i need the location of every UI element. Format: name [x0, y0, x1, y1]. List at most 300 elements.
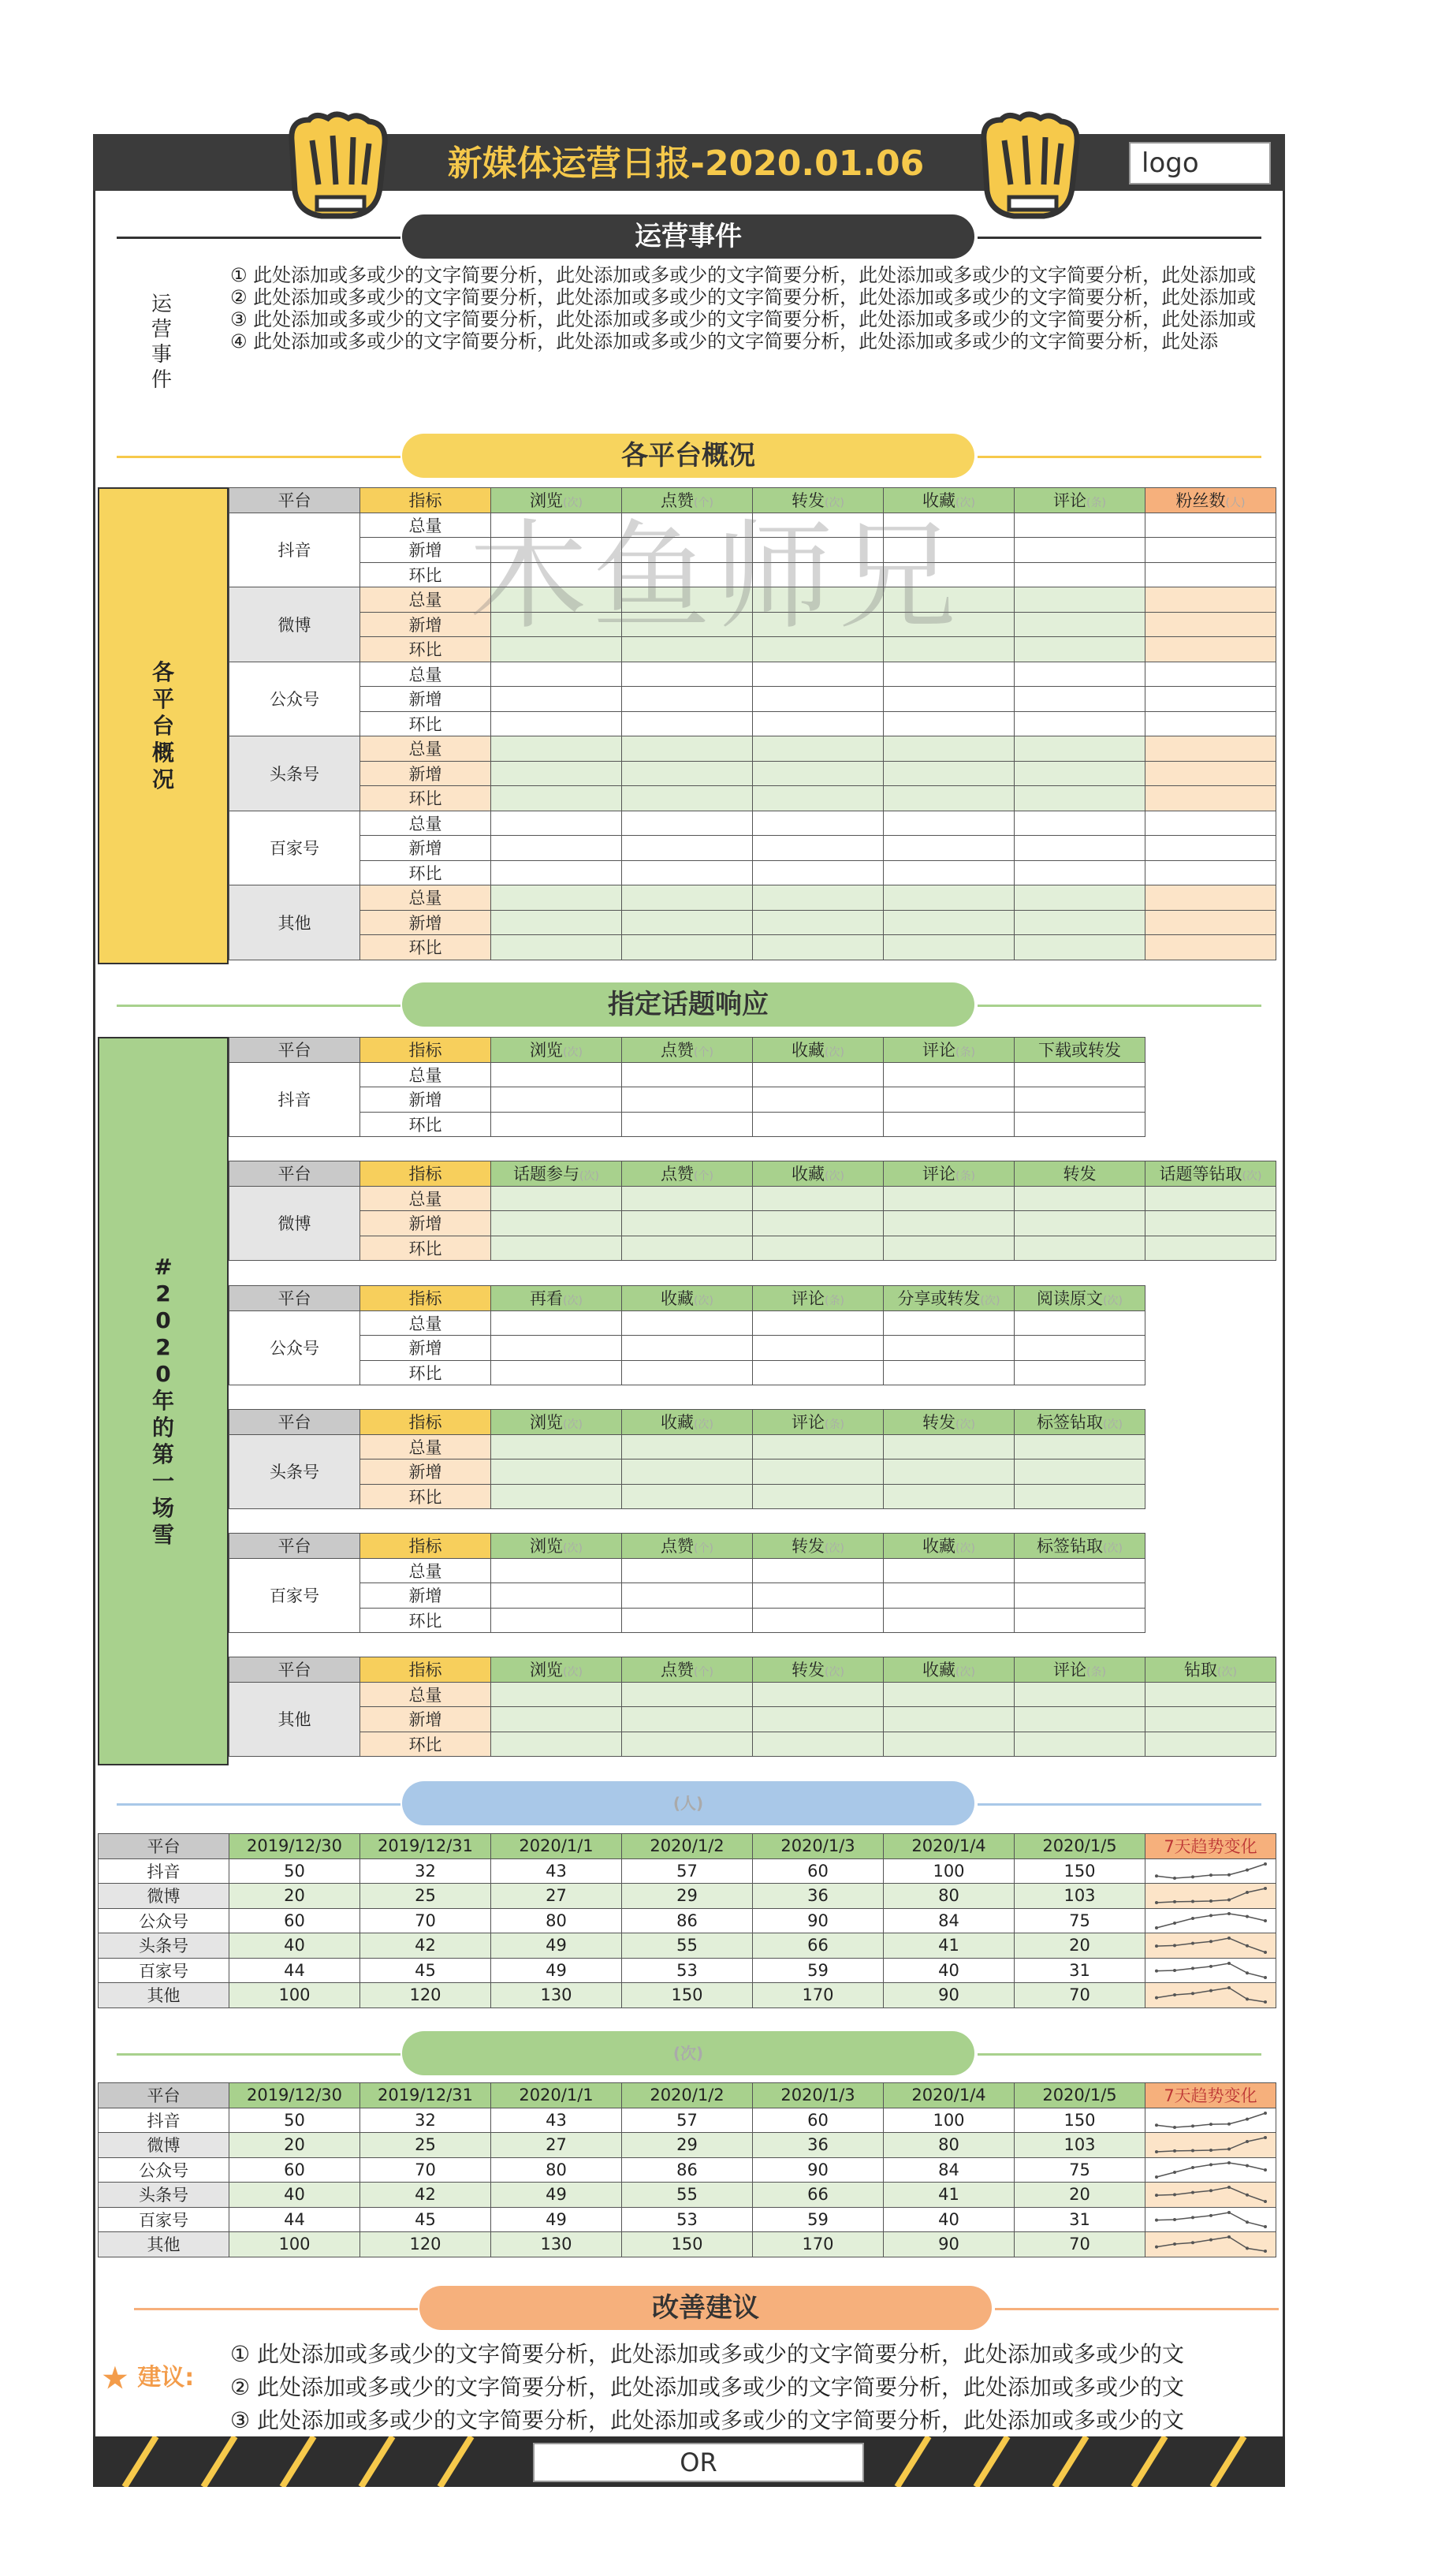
- header-cell: 平台: [229, 1657, 360, 1683]
- sparkline-point: [1246, 2220, 1249, 2224]
- sparkline-point: [1173, 2194, 1176, 2197]
- value-cell: [1015, 538, 1145, 563]
- value-cell: [753, 860, 884, 885]
- platform-cell: 抖音: [229, 1062, 360, 1137]
- value-cell: [1015, 711, 1145, 736]
- divider-line: [978, 237, 1261, 239]
- sparkline-point: [1227, 1899, 1231, 1902]
- events-line: ② 此处添加或多或少的文字简要分析，此处添加或多或少的文字简要分析，此处添加或多或少的文字简要分析，此处添加或: [230, 286, 1257, 308]
- platform-cell: 其他: [99, 1983, 229, 2008]
- header-label: 收藏: [792, 1165, 825, 1184]
- divider-line: [134, 2308, 418, 2310]
- sparkline-point: [1227, 2211, 1231, 2214]
- value-cell: [491, 761, 622, 786]
- value-cell: [1145, 711, 1276, 736]
- value-cell: [622, 662, 753, 687]
- section-heading-trend-1: (人): [402, 1781, 974, 1825]
- trend-header-cell: 7天趋势变化: [1145, 2083, 1276, 2108]
- unit-label: (次): [579, 1170, 599, 1184]
- value-cell: [491, 1062, 622, 1087]
- value-cell: [753, 1186, 884, 1211]
- value-cell: 45: [360, 1958, 491, 1983]
- value-cell: 27: [491, 2133, 622, 2158]
- header-cell: 指标: [360, 488, 491, 513]
- header-label: 再看: [530, 1289, 564, 1309]
- value-cell: [753, 1112, 884, 1137]
- header-cell: [622, 1161, 753, 1187]
- value-cell: [753, 711, 884, 736]
- value-cell: [1015, 1583, 1145, 1609]
- value-cell: 40: [884, 2207, 1015, 2232]
- unit-label: (次): [1103, 1295, 1123, 1308]
- value-cell: [753, 1608, 884, 1633]
- sparkline-cell: [1145, 1908, 1276, 1933]
- unit-label: (次): [825, 1170, 844, 1184]
- value-cell: 103: [1015, 1884, 1145, 1909]
- sparkline-point: [1191, 2216, 1194, 2219]
- header-label: 收藏: [922, 1537, 956, 1556]
- sparkline: [1152, 2209, 1270, 2230]
- value-cell: [491, 1732, 622, 1757]
- value-cell: [622, 736, 753, 762]
- value-cell: [1145, 1707, 1276, 1732]
- sparkline-point: [1246, 1914, 1249, 1918]
- value-cell: 41: [884, 1933, 1015, 1959]
- value-cell: [491, 1459, 622, 1485]
- sparkline-point: [1209, 2239, 1212, 2242]
- table-header-row: [229, 1534, 1145, 1559]
- metric-cell: 环比: [360, 786, 491, 811]
- table-row: [99, 2207, 1276, 2232]
- unit-label: (次): [563, 497, 583, 510]
- sparkline-point: [1264, 2250, 1267, 2253]
- value-cell: 41: [884, 2183, 1015, 2208]
- header-cell: [753, 1534, 884, 1559]
- unit-label: (次): [955, 1666, 975, 1679]
- value-cell: [1145, 836, 1276, 861]
- value-cell: 103: [1015, 2133, 1145, 2158]
- value-cell: 80: [491, 2157, 622, 2183]
- value-cell: [1145, 761, 1276, 786]
- sparkline-point: [1173, 2126, 1176, 2129]
- header-cell: [753, 1038, 884, 1063]
- value-cell: [622, 1236, 753, 1261]
- table-row: [229, 1583, 1145, 1609]
- value-cell: [1145, 687, 1276, 712]
- platform-cell: 百家号: [99, 1958, 229, 1983]
- value-cell: [753, 836, 884, 861]
- sparkline-cell: [1145, 1858, 1276, 1884]
- divider-line: [978, 1005, 1261, 1007]
- table-header-row: [229, 1161, 1276, 1187]
- metric-cell: 总量: [360, 1682, 491, 1707]
- topic-table: [229, 1657, 1276, 1757]
- sparkline: [1152, 2160, 1270, 2180]
- value-cell: 25: [360, 2133, 491, 2158]
- value-cell: 49: [491, 1933, 622, 1959]
- value-cell: 59: [753, 1958, 884, 1983]
- header-cell: [753, 1161, 884, 1187]
- header-label: 浏览: [530, 1041, 564, 1061]
- value-cell: [884, 860, 1015, 885]
- platform-cell: 百家号: [99, 2207, 229, 2232]
- platform-cell: 头条号: [229, 1434, 360, 1509]
- unit-label: (次): [563, 1542, 583, 1556]
- value-cell: 31: [1015, 2207, 1145, 2232]
- platform-cell: 公众号: [229, 662, 360, 736]
- value-cell: 44: [229, 2207, 360, 2232]
- unit-label: (个): [694, 1666, 713, 1679]
- header-label: 点赞: [661, 1661, 695, 1680]
- divider-line: [117, 2053, 400, 2056]
- table-header-row: [99, 1834, 1276, 1859]
- metric-cell: 总量: [360, 1558, 491, 1583]
- header-label: 话题等钻取: [1159, 1165, 1242, 1184]
- platform-cell: 微博: [229, 587, 360, 662]
- sparkline-point: [1173, 1877, 1176, 1880]
- value-cell: [491, 1112, 622, 1137]
- value-cell: 80: [491, 1908, 622, 1933]
- value-cell: [1015, 860, 1145, 885]
- value-cell: [491, 910, 622, 935]
- sparkline-point: [1246, 1891, 1249, 1894]
- value-cell: [753, 885, 884, 911]
- value-cell: [622, 1583, 753, 1609]
- value-cell: [884, 1310, 1015, 1336]
- header-label: 钻取: [1184, 1661, 1218, 1680]
- header-label: 收藏: [661, 1413, 695, 1433]
- sparkline-cell: [1145, 1884, 1276, 1909]
- value-cell: 55: [622, 2183, 753, 2208]
- divider-line: [978, 1803, 1261, 1806]
- metric-cell: 新增: [360, 1459, 491, 1485]
- value-cell: [884, 910, 1015, 935]
- platform-cell: 公众号: [99, 1908, 229, 1933]
- sparkline-point: [1191, 1917, 1194, 1920]
- header-label: 浏览: [530, 491, 564, 511]
- sparkline-point: [1191, 1942, 1194, 1945]
- header-cell: [622, 1657, 753, 1683]
- sparkline-point: [1155, 2123, 1158, 2127]
- value-cell: 49: [491, 1958, 622, 1983]
- sparkline: [1152, 1935, 1270, 1955]
- value-cell: [1015, 1236, 1145, 1261]
- sparkline-point: [1173, 1900, 1176, 1903]
- table-row: [229, 1459, 1145, 1485]
- header-label: 转发: [792, 1661, 825, 1680]
- header-cell: [1015, 488, 1145, 513]
- value-cell: [1015, 1360, 1145, 1385]
- header-cell: 平台: [99, 1834, 229, 1859]
- header-cell: 指标: [360, 1286, 491, 1311]
- value-cell: [753, 1211, 884, 1236]
- sparkline-point: [1173, 1944, 1176, 1948]
- sparkline-point: [1173, 2149, 1176, 2153]
- sparkline-cell: [1145, 1983, 1276, 2008]
- sparkline-point: [1191, 1900, 1194, 1903]
- value-cell: [1015, 1608, 1145, 1633]
- table-row: [99, 2133, 1276, 2158]
- value-cell: [491, 860, 622, 885]
- sparkline-point: [1209, 2123, 1212, 2126]
- value-cell: 31: [1015, 1958, 1145, 1983]
- value-cell: [884, 1583, 1015, 1609]
- value-cell: [622, 811, 753, 836]
- platform-cell: 抖音: [99, 1858, 229, 1884]
- sparkline-point: [1155, 1996, 1158, 2000]
- metric-cell: 新增: [360, 1583, 491, 1609]
- platform-cell: 公众号: [99, 2157, 229, 2183]
- header-cell: [1145, 1161, 1276, 1187]
- value-cell: [884, 1186, 1015, 1211]
- unit-label: (条): [825, 1418, 844, 1432]
- value-cell: 29: [622, 2133, 753, 2158]
- table-row: [229, 711, 1276, 736]
- table-row: [99, 1908, 1276, 1933]
- value-cell: [753, 1484, 884, 1509]
- value-cell: 84: [884, 1908, 1015, 1933]
- metric-cell: 总量: [360, 811, 491, 836]
- date-header-cell: 2020/1/3: [753, 1834, 884, 1859]
- value-cell: [1015, 1062, 1145, 1087]
- metric-cell: 新增: [360, 687, 491, 712]
- header-label: 评论: [922, 1041, 956, 1061]
- divider-line: [117, 456, 400, 458]
- sparkline-point: [1191, 1875, 1194, 1878]
- value-cell: [884, 736, 1015, 762]
- value-cell: [1145, 860, 1276, 885]
- sparkline-point: [1173, 2242, 1176, 2246]
- value-cell: [753, 1360, 884, 1385]
- value-cell: [753, 910, 884, 935]
- header-label: 浏览: [530, 1413, 564, 1433]
- sparkline-point: [1209, 1899, 1212, 1903]
- table-row: [99, 1958, 1276, 1983]
- value-cell: [491, 1682, 622, 1707]
- metric-cell: 环比: [360, 1236, 491, 1261]
- value-cell: [1015, 1732, 1145, 1757]
- value-cell: [753, 1062, 884, 1087]
- platform-cell: 其他: [229, 885, 360, 960]
- value-cell: 57: [622, 1858, 753, 1884]
- table-row: [229, 811, 1276, 836]
- header-label: 收藏: [922, 1661, 956, 1680]
- events-line: ① 此处添加或多或少的文字简要分析，此处添加或多或少的文字简要分析，此处添加或多或少的文字简要分析，此处添加或: [230, 264, 1257, 286]
- value-cell: [1015, 513, 1145, 538]
- value-cell: 20: [1015, 2183, 1145, 2208]
- value-cell: [491, 1707, 622, 1732]
- header-cell: [753, 1410, 884, 1435]
- value-cell: [622, 1336, 753, 1361]
- metric-cell: 新增: [360, 1087, 491, 1113]
- table-row: [229, 1236, 1276, 1261]
- metric-cell: 环比: [360, 1112, 491, 1137]
- table-row: [229, 1682, 1276, 1707]
- table-row: [99, 2108, 1276, 2133]
- metric-cell: 环比: [360, 1608, 491, 1633]
- metric-cell: 环比: [360, 711, 491, 736]
- value-cell: [884, 1707, 1015, 1732]
- value-cell: [753, 1583, 884, 1609]
- value-cell: [491, 1583, 622, 1609]
- sparkline-cell: [1145, 2207, 1276, 2232]
- table-row: [229, 1310, 1145, 1336]
- value-cell: 60: [229, 1908, 360, 1933]
- unit-label: (次): [980, 1295, 1000, 1308]
- value-cell: [884, 761, 1015, 786]
- value-cell: 42: [360, 1933, 491, 1959]
- value-cell: 42: [360, 2183, 491, 2208]
- value-cell: [622, 1186, 753, 1211]
- header-label: 收藏: [661, 1289, 695, 1309]
- table-row: [229, 1434, 1145, 1459]
- section-heading-trend-2: (次): [402, 2031, 974, 2075]
- value-cell: [1015, 811, 1145, 836]
- date-header-cell: 2019/12/31: [360, 1834, 491, 1859]
- unit-label: (条): [1086, 1666, 1106, 1679]
- unit-label: (条): [1086, 497, 1106, 510]
- table-row: [229, 761, 1276, 786]
- value-cell: 70: [360, 1908, 491, 1933]
- value-cell: [753, 1732, 884, 1757]
- sparkline: [1152, 2184, 1270, 2205]
- value-cell: [884, 1112, 1015, 1137]
- value-cell: 66: [753, 2183, 884, 2208]
- value-cell: [753, 1310, 884, 1336]
- sparkline-point: [1173, 1993, 1176, 1996]
- value-cell: [1015, 1211, 1145, 1236]
- header-label: 评论: [792, 1413, 825, 1433]
- table-row: [99, 1858, 1276, 1884]
- value-cell: [622, 1360, 753, 1385]
- header-label: 标签钻取: [1037, 1413, 1104, 1433]
- value-cell: [1145, 885, 1276, 911]
- value-cell: [1145, 587, 1276, 613]
- sparkline-point: [1209, 2163, 1212, 2166]
- value-cell: 100: [229, 2232, 360, 2257]
- table-row: [229, 1484, 1145, 1509]
- value-cell: [1015, 1310, 1145, 1336]
- table-row: [229, 1112, 1145, 1137]
- value-cell: [1015, 1459, 1145, 1485]
- value-cell: 170: [753, 1983, 884, 2008]
- metric-cell: 总量: [360, 513, 491, 538]
- platform-cell: 百家号: [229, 811, 360, 885]
- metric-cell: 新增: [360, 1336, 491, 1361]
- fist-icon-left: [276, 109, 402, 227]
- header-label: 点赞: [661, 1165, 695, 1184]
- sparkline-point: [1155, 1944, 1158, 1948]
- platform-cell: 百家号: [229, 1558, 360, 1633]
- sparkline-point: [1191, 2149, 1194, 2153]
- sparkline-point: [1191, 2241, 1194, 2244]
- header-label: 评论: [922, 1165, 956, 1184]
- metric-cell: 总量: [360, 1310, 491, 1336]
- value-cell: [884, 1459, 1015, 1485]
- value-cell: 60: [753, 2108, 884, 2133]
- metric-cell: 新增: [360, 612, 491, 637]
- metric-cell: 新增: [360, 538, 491, 563]
- value-cell: [884, 687, 1015, 712]
- value-cell: [622, 935, 753, 960]
- value-cell: [622, 687, 753, 712]
- value-cell: 20: [1015, 1933, 1145, 1959]
- table-row: [229, 1360, 1145, 1385]
- events-line: ④ 此处添加或多或少的文字简要分析，此处添加或多或少的文字简要分析，此处添加或多或少的文字简要分析，此处添: [230, 330, 1219, 352]
- header-label: 评论: [1053, 1661, 1087, 1680]
- date-header-cell: 2020/1/4: [884, 2083, 1015, 2108]
- header-cell: [491, 1286, 622, 1311]
- sparkline-point: [1209, 2149, 1212, 2152]
- value-cell: [491, 1608, 622, 1633]
- value-cell: [622, 711, 753, 736]
- value-cell: [1015, 1186, 1145, 1211]
- value-cell: [622, 1608, 753, 1633]
- sparkline-cell: [1145, 2108, 1276, 2133]
- value-cell: [753, 1087, 884, 1113]
- date-header-cell: 2019/12/31: [360, 2083, 491, 2108]
- metric-cell: 环比: [360, 1484, 491, 1509]
- table-row: [229, 836, 1276, 861]
- header-label: 转发: [792, 491, 825, 511]
- value-cell: [1015, 1707, 1145, 1732]
- table-row: [229, 1558, 1145, 1583]
- date-header-cell: 2020/1/5: [1015, 2083, 1145, 2108]
- value-cell: [753, 1459, 884, 1485]
- header-cell: [491, 1161, 622, 1187]
- table-header-row: [99, 2083, 1276, 2108]
- sparkline-point: [1209, 1989, 1212, 1993]
- sparkline-point: [1264, 1919, 1267, 1922]
- divider-line: [117, 237, 400, 239]
- header-cell: [1145, 488, 1276, 513]
- sparkline-point: [1209, 2190, 1212, 2193]
- metric-cell: 新增: [360, 1211, 491, 1236]
- value-cell: 53: [622, 1958, 753, 1983]
- table-row: [99, 2232, 1276, 2257]
- metric-cell: 环比: [360, 860, 491, 885]
- unit-label: (次): [1103, 1418, 1123, 1432]
- value-cell: [622, 1682, 753, 1707]
- suggestion-line: ① 此处添加或多或少的文字简要分析，此处添加或多或少的文字简要分析，此处添加或多或少的文: [230, 2341, 1185, 2367]
- value-cell: [884, 786, 1015, 811]
- sparkline-point: [1209, 1873, 1212, 1877]
- value-cell: 49: [491, 2183, 622, 2208]
- header-cell: [753, 1657, 884, 1683]
- value-cell: [753, 761, 884, 786]
- header-cell: [622, 1286, 753, 1311]
- header-cell: [1015, 1657, 1145, 1683]
- sparkline-point: [1264, 2225, 1267, 2228]
- value-cell: [753, 1682, 884, 1707]
- sparkline-point: [1227, 1873, 1231, 1876]
- sparkline-point: [1227, 2161, 1231, 2164]
- value-cell: 100: [884, 2108, 1015, 2133]
- value-cell: [1015, 1087, 1145, 1113]
- sparkline: [1152, 1911, 1270, 1931]
- sparkline-point: [1264, 2000, 1267, 2004]
- sparkline-point: [1227, 1937, 1231, 1940]
- unit-label: (人): [1225, 497, 1246, 510]
- sparkline-cell: [1145, 2157, 1276, 2183]
- value-cell: [1015, 836, 1145, 861]
- unit-label: (次): [563, 1418, 583, 1432]
- suggestion-text: [230, 2338, 1287, 2437]
- unit-label: (个): [694, 1542, 713, 1556]
- value-cell: [1145, 786, 1276, 811]
- value-cell: 20: [229, 2133, 360, 2158]
- header-cell: 平台: [229, 1286, 360, 1311]
